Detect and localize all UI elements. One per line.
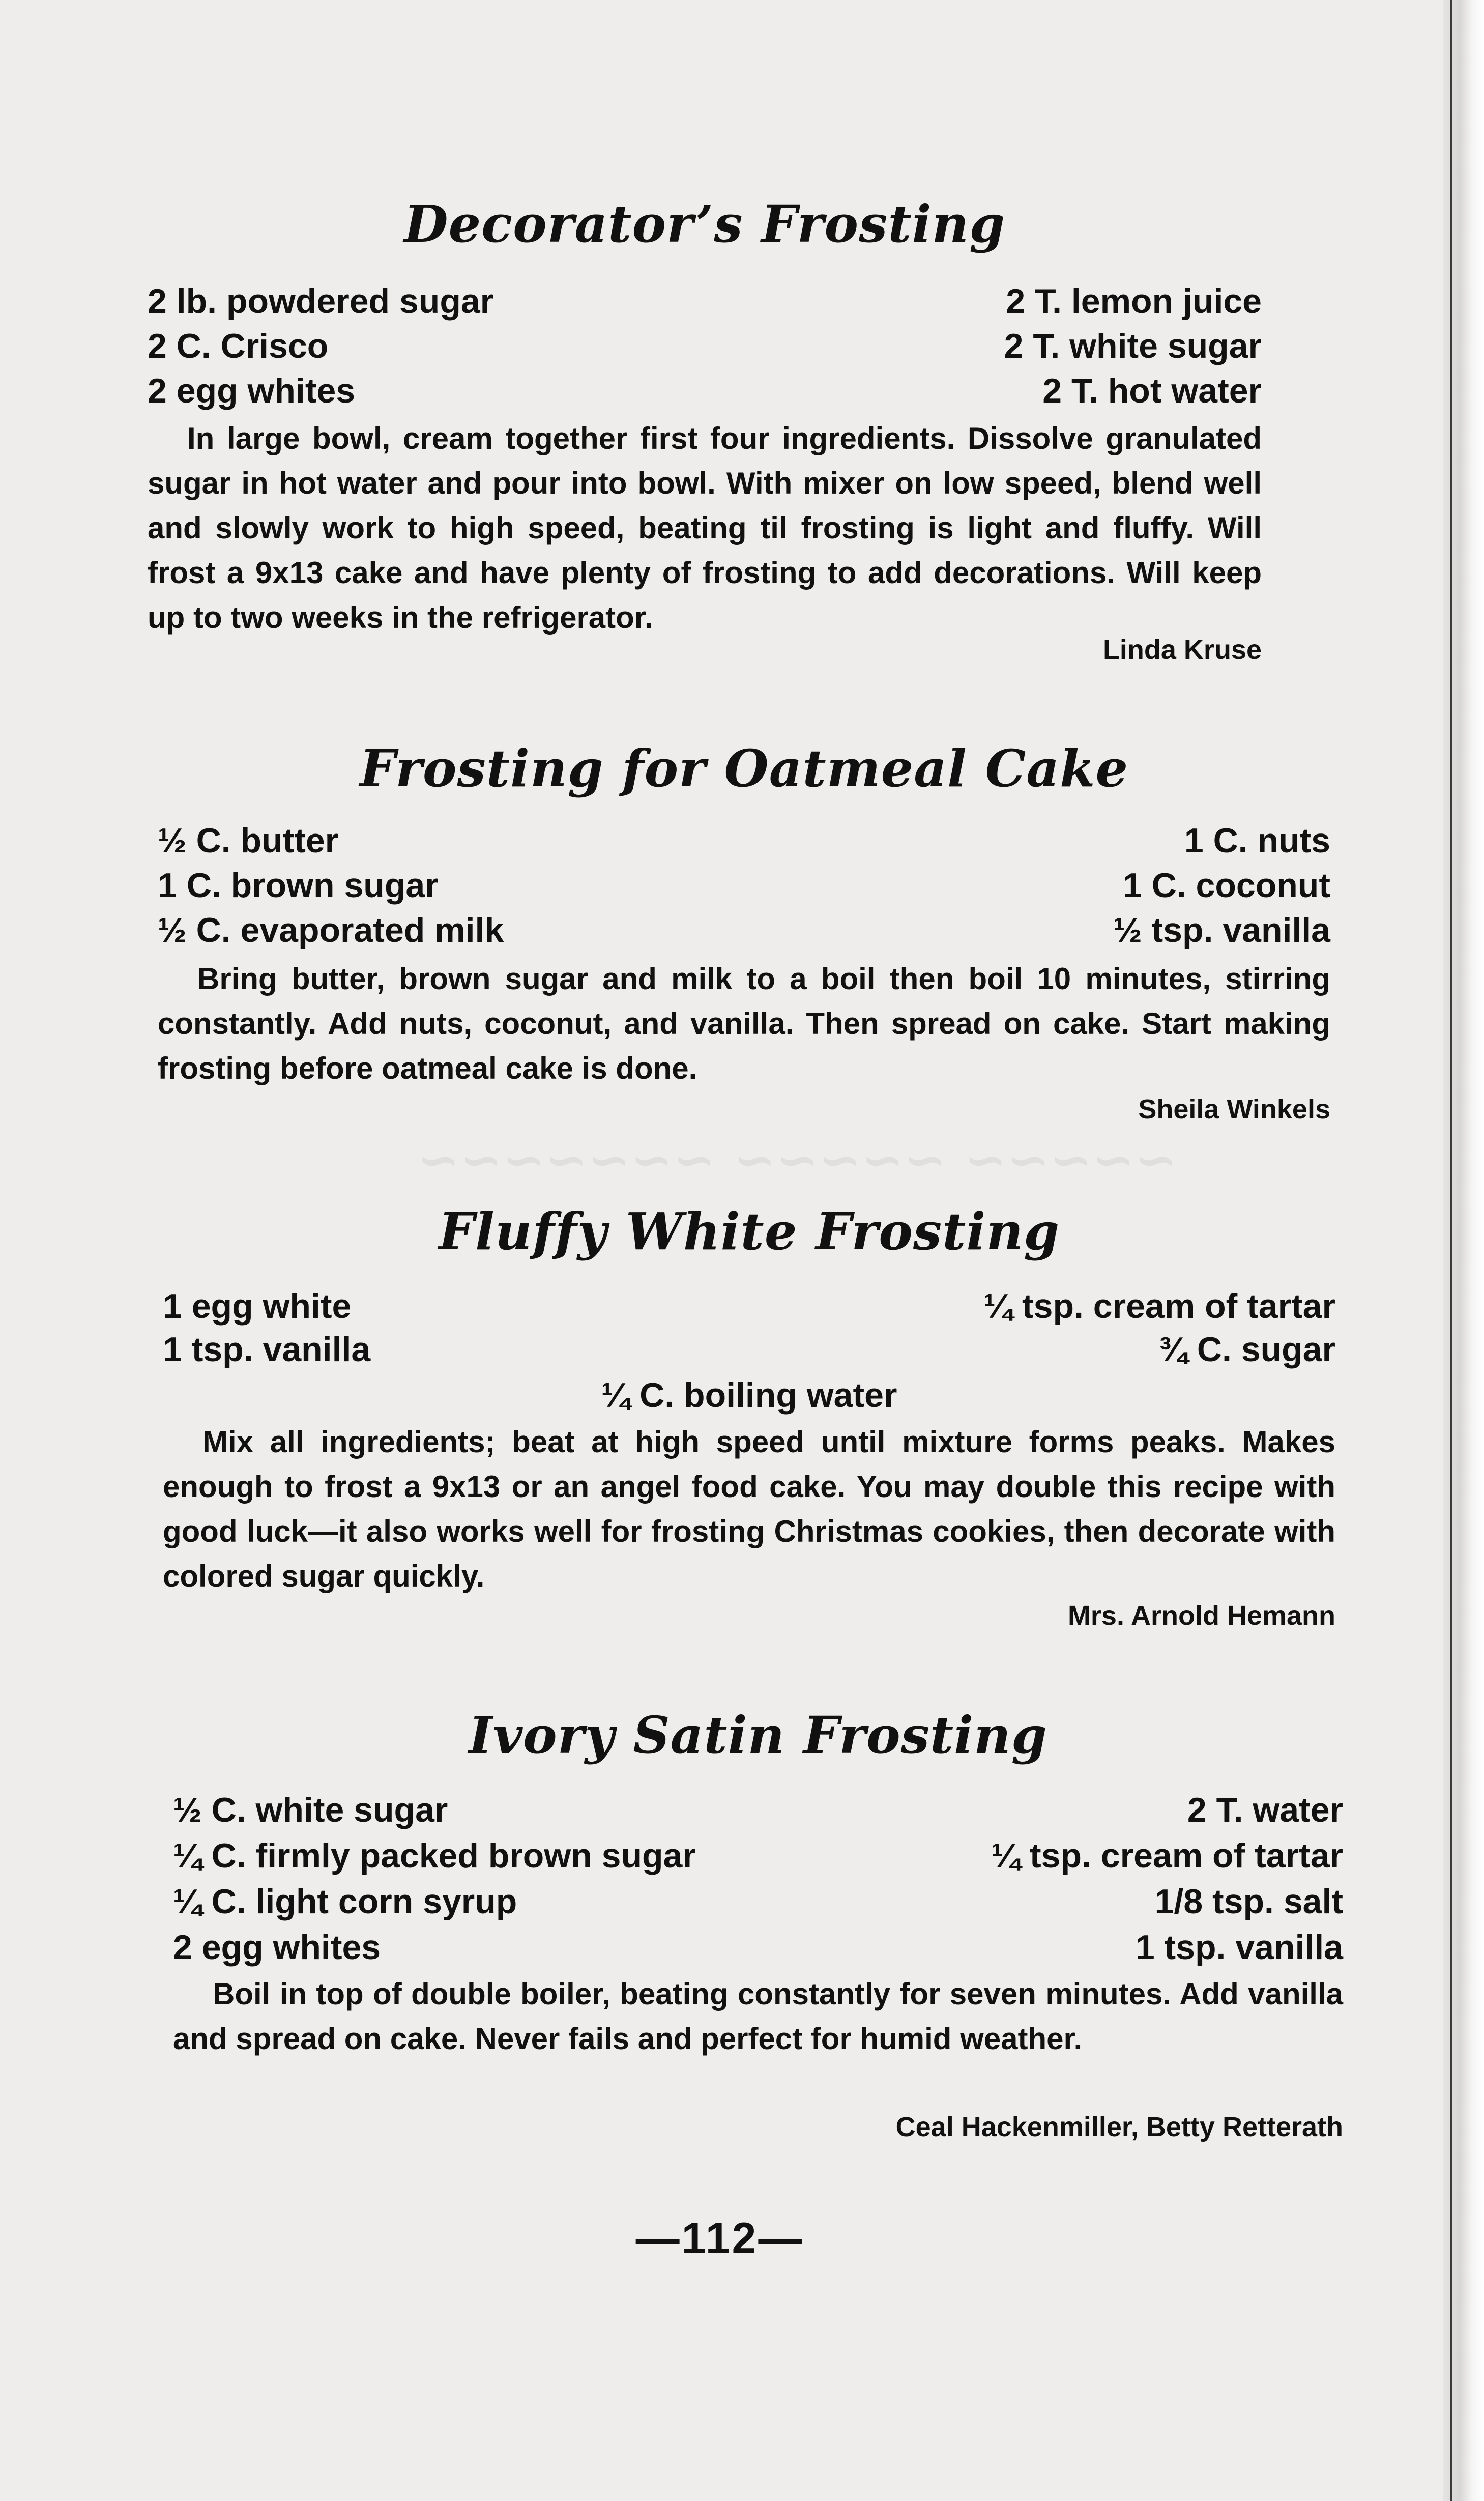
book-spine-shadow <box>1443 0 1484 2501</box>
recipe-title: Decorator’s Frosting <box>403 194 1006 254</box>
ingredient: 1 tsp. vanilla <box>163 1330 371 1369</box>
ingredient: 1 C. brown sugar <box>158 866 439 905</box>
ingredient: ¼ C. firmly packed brown sugar <box>173 1836 696 1875</box>
recipe-fluffy-white-frosting <box>163 1201 1335 1633</box>
bleed-through-text: ~~~~~ ~~~~~ ~~~~~~~ <box>417 1130 1178 1190</box>
ingredient: 2 T. hot water <box>1042 371 1262 410</box>
ingredient: 2 egg whites <box>148 371 356 410</box>
recipe-decorators-frosting <box>148 193 1262 677</box>
recipe-author: Sheila Winkels <box>1138 1094 1330 1125</box>
ingredient: ½ C. evaporated milk <box>158 911 504 950</box>
ingredient: 2 T. white sugar <box>1004 327 1262 365</box>
recipe-author: Linda Kruse <box>1102 635 1262 665</box>
ingredient: ¼ C. boiling water <box>601 1376 897 1415</box>
ingredient: 1 C. coconut <box>1122 866 1330 905</box>
ingredient: ¼ tsp. cream of tartar <box>983 1287 1335 1326</box>
ingredient: 2 T. lemon juice <box>1006 282 1262 321</box>
ingredient: ½ C. white sugar <box>173 1791 448 1829</box>
ingredient: ½ tsp. vanilla <box>1113 911 1330 950</box>
ingredient: 2 C. Crisco <box>148 327 329 365</box>
ingredient: 1 C. nuts <box>1184 821 1330 860</box>
recipe-author: Ceal Hackenmiller, Betty Retterath <box>895 2112 1343 2142</box>
ingredient: 2 T. water <box>1187 1791 1343 1829</box>
ingredient: 1/8 tsp. salt <box>1154 1882 1343 1921</box>
recipe-title: Ivory Satin Frosting <box>469 1705 1047 1765</box>
recipe-frosting-for-oatmeal-cake <box>158 738 1330 1125</box>
ingredient: 1 tsp. vanilla <box>1135 1928 1343 1967</box>
recipe-title: Fluffy White Frosting <box>439 1201 1060 1261</box>
ingredient: 2 lb. powdered sugar <box>148 282 494 321</box>
ingredient: 2 egg whites <box>173 1928 381 1967</box>
ingredient: ¼ tsp. cream of tartar <box>991 1836 1343 1875</box>
page-number: —112— <box>635 2214 804 2263</box>
book-gutter-line <box>1450 0 1452 2501</box>
ingredient: 1 egg white <box>163 1287 352 1326</box>
recipe-ivory-satin-frosting <box>173 1705 1343 2188</box>
recipe-instructions: Bring butter, brown sugar and milk to a boil then boil 10 minutes, stirring constantly. Add nuts, coconut, and vanilla. Then spread on cake. Start making frosting before oatmeal cake is done. <box>158 962 1330 1085</box>
recipe-author: Mrs. Arnold Hemann <box>1067 1600 1335 1631</box>
recipe-instructions: In large bowl, cream together first four ingredients. Dissolve granulated sugar in hot water and pour into bowl. With mixer on low speed, blend well and slowly work to high speed, beating til frosting is light and fluffy. Will frost a 9x13 cake and have plenty of frosting to add decorations. Will keep up to two weeks in the refrigerator. <box>148 421 1262 635</box>
recipe-title: Frosting for Oatmeal Cake <box>359 738 1129 798</box>
ingredient: ¾ C. sugar <box>1158 1330 1335 1369</box>
ingredient: ¼ C. light corn syrup <box>173 1882 517 1921</box>
ingredient: ½ C. butter <box>158 821 339 860</box>
recipe-instructions: Boil in top of double boiler, beating constantly for seven minutes. Add vanilla and spread on cake. Never fails and perfect for humid weather. <box>173 1977 1343 2056</box>
recipe-instructions: Mix all ingredients; beat at high speed until mixture forms peaks. Makes enough to frost a 9x13 or an angel food cake. You may double this recipe with good luck—it also works well for frosting Christmas cookies, then decorate with colored sugar quickly. <box>163 1425 1335 1593</box>
